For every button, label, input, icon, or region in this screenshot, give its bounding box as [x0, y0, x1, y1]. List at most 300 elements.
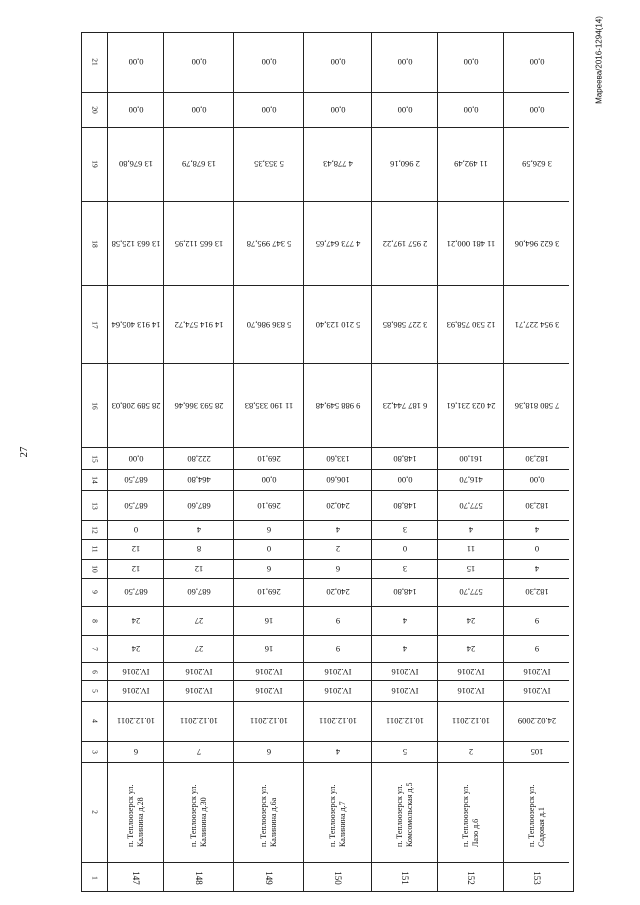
table-cell — [438, 33, 503, 92]
cell-value: IV.2016 — [523, 666, 550, 677]
table-cell — [108, 33, 163, 92]
cell-value: 240,20 — [325, 500, 350, 511]
header-cell — [82, 701, 107, 740]
table-cell — [372, 862, 437, 893]
table-cell — [108, 559, 163, 579]
cell-value: 12 — [131, 544, 140, 555]
cell-value: 687,50 — [123, 500, 148, 511]
column-number: 10 — [90, 565, 99, 573]
table-cell — [372, 92, 437, 127]
row-number: 151 — [399, 871, 410, 885]
table-cell — [234, 635, 303, 662]
table-cell — [234, 201, 303, 285]
cell-value: 0,00 — [397, 104, 412, 115]
table-cell — [304, 447, 371, 469]
cell-value: 3 954 227,71 — [514, 319, 559, 330]
table-cell — [164, 578, 233, 605]
column-number: 6 — [90, 669, 99, 674]
cell-value: 416,70 — [458, 475, 483, 486]
cell-value: 0 — [402, 544, 407, 555]
column-number: 5 — [90, 689, 99, 694]
cell-value: 11 — [466, 544, 475, 555]
cell-value: 577,70 — [458, 587, 483, 598]
cell-value: 5 353,35 — [253, 159, 284, 170]
address-text: п. Теплоозерск ул. Калинина д.30 — [188, 784, 208, 848]
header-cell — [82, 363, 107, 447]
cell-value: 2 957 197,22 — [382, 238, 427, 249]
cell-value: 16 — [264, 644, 273, 655]
cell-value: 11 481 000,21 — [446, 238, 495, 249]
cell-value: 10.12.2011 — [179, 716, 218, 727]
table-cell — [234, 578, 303, 605]
cell-value: IV.2016 — [122, 686, 149, 697]
table-cell — [372, 520, 437, 540]
row-number: 150 — [332, 871, 343, 885]
table-cell — [304, 363, 371, 447]
cell-value: 7 — [196, 746, 201, 757]
column-number: 17 — [90, 320, 99, 329]
cell-value: 0,00 — [128, 57, 143, 68]
cell-value: 5 — [402, 746, 407, 757]
cell-value: 4 — [402, 644, 407, 655]
table-cell — [164, 762, 233, 862]
cell-value: 15 — [466, 564, 475, 575]
table-cell — [164, 469, 233, 491]
cell-value: 148,80 — [392, 587, 417, 598]
cell-value: 687,60 — [186, 500, 211, 511]
table-cell — [234, 741, 303, 763]
cell-value: 4 — [534, 524, 539, 535]
table-cell — [504, 662, 569, 680]
table-cell — [372, 201, 437, 285]
table-cell — [372, 490, 437, 519]
cell-value: 687,60 — [186, 587, 211, 598]
cell-value: 148,80 — [392, 453, 417, 464]
table-cell — [234, 447, 303, 469]
row-number: 149 — [263, 871, 274, 885]
table-row — [437, 33, 503, 891]
header-cell — [82, 762, 107, 862]
table-cell — [234, 33, 303, 92]
table-cell — [164, 559, 233, 579]
address-text: п. Теплоозерск ул. Калинина д.28 — [125, 784, 145, 848]
table-cell — [108, 741, 163, 763]
table-cell — [372, 741, 437, 763]
cell-value: 12 530 758,93 — [446, 319, 495, 330]
header-cell — [82, 680, 107, 702]
table-cell — [164, 127, 233, 201]
cell-value: 6 — [266, 524, 271, 535]
table-cell — [504, 606, 569, 635]
cell-value: 4 — [534, 564, 539, 575]
cell-value: IV.2016 — [457, 666, 484, 677]
cell-value: 0 — [534, 544, 539, 555]
table-cell — [164, 606, 233, 635]
cell-value: 24 023 231,61 — [446, 400, 495, 411]
cell-value: 105 — [530, 746, 543, 757]
table-cell — [234, 680, 303, 702]
table-cell — [164, 635, 233, 662]
column-number: 15 — [90, 454, 99, 463]
cell-value: 13 678,79 — [181, 159, 216, 170]
table-row — [163, 33, 233, 891]
cell-value: IV.2016 — [391, 666, 418, 677]
cell-value: 24.02.2009 — [517, 716, 556, 727]
header-cell — [82, 635, 107, 662]
header-cell — [82, 520, 107, 540]
cell-value: 577,70 — [458, 500, 483, 511]
cell-value: 0,00 — [529, 57, 544, 68]
cell-value: 0,00 — [529, 475, 544, 486]
cell-value: IV.2016 — [185, 686, 212, 697]
table-cell — [164, 701, 233, 740]
cell-value: 4 778,43 — [322, 159, 353, 170]
cell-value: 2 — [335, 544, 340, 555]
table-cell — [372, 701, 437, 740]
table-cell — [504, 92, 569, 127]
table-cell — [304, 862, 371, 893]
header-cell — [82, 469, 107, 491]
header-cell — [82, 447, 107, 469]
table-cell — [438, 741, 503, 763]
cell-value: 10.12.2011 — [451, 716, 490, 727]
cell-value: 24 — [466, 644, 475, 655]
cell-value: 9 — [335, 615, 340, 626]
table-cell — [504, 762, 569, 862]
cell-value: 10.12.2011 — [249, 716, 288, 727]
table-cell — [108, 762, 163, 862]
cell-value: 4 — [468, 524, 473, 535]
header-cell — [82, 33, 107, 92]
cell-value: 269,10 — [256, 500, 281, 511]
table-row — [503, 33, 569, 891]
table-cell — [438, 447, 503, 469]
column-number: 11 — [90, 545, 99, 554]
cell-value: 240,20 — [325, 587, 350, 598]
cell-value: 161,00 — [458, 453, 483, 464]
cell-value: 0,00 — [191, 57, 206, 68]
table-cell — [438, 662, 503, 680]
table-cell — [504, 741, 569, 763]
table-cell — [504, 127, 569, 201]
cell-value: 9 988 549,48 — [315, 400, 360, 411]
cell-value: 10.12.2011 — [116, 716, 155, 727]
table-cell — [372, 539, 437, 559]
table-cell — [234, 469, 303, 491]
table-cell — [234, 539, 303, 559]
cell-value: 269,10 — [256, 587, 281, 598]
table-cell — [504, 363, 569, 447]
column-number: 20 — [90, 105, 99, 114]
cell-value: IV.2016 — [457, 686, 484, 697]
cell-value: IV.2016 — [255, 666, 282, 677]
table-cell — [234, 92, 303, 127]
table-cell — [438, 363, 503, 447]
column-number: 18 — [90, 239, 99, 248]
cell-value: 3 227 586,85 — [382, 319, 427, 330]
cell-value: 28 593 366,46 — [174, 400, 223, 411]
column-number: 3 — [90, 749, 99, 754]
cell-value: 2 960,16 — [389, 159, 420, 170]
cell-value: 4 — [402, 615, 407, 626]
table-cell — [372, 285, 437, 363]
cell-value: 687,50 — [123, 587, 148, 598]
header-cell — [82, 662, 107, 680]
cell-value: 0 — [266, 544, 271, 555]
table-cell — [372, 559, 437, 579]
table-cell — [304, 469, 371, 491]
table-cell — [164, 363, 233, 447]
cell-value: 28 589 208,03 — [111, 400, 160, 411]
cell-value: IV.2016 — [523, 686, 550, 697]
cell-value: 222,80 — [186, 453, 211, 464]
table-cell — [108, 606, 163, 635]
table-cell — [438, 539, 503, 559]
header-cell — [82, 127, 107, 201]
cell-value: 7 580 818,36 — [514, 400, 559, 411]
cell-value: 8 — [196, 544, 201, 555]
cell-value: IV.2016 — [255, 686, 282, 697]
table-cell — [304, 662, 371, 680]
cell-value: 11 492,49 — [453, 159, 488, 170]
table-cell — [164, 447, 233, 469]
row-number: 153 — [531, 871, 542, 885]
table-cell — [164, 520, 233, 540]
table-cell — [504, 539, 569, 559]
table-cell — [372, 578, 437, 605]
cell-value: 0,00 — [191, 104, 206, 115]
table-cell — [108, 662, 163, 680]
cell-value: 182,30 — [524, 500, 549, 511]
table-cell — [108, 539, 163, 559]
cell-value: 13 665 112,95 — [174, 238, 223, 249]
table-cell — [234, 520, 303, 540]
cell-value: 3 — [402, 524, 407, 535]
header-cell — [82, 606, 107, 635]
table-cell — [108, 635, 163, 662]
table-cell — [164, 741, 233, 763]
table-cell — [504, 447, 569, 469]
header-cell — [82, 862, 107, 893]
column-number: 19 — [90, 160, 99, 169]
cell-value: 0,00 — [261, 475, 276, 486]
cell-value: 24 — [131, 615, 140, 626]
table-cell — [234, 490, 303, 519]
cell-value: 12 — [194, 564, 203, 575]
cell-value: IV.2016 — [324, 686, 351, 697]
table-cell — [304, 127, 371, 201]
cell-value: 0,00 — [330, 57, 345, 68]
cell-value: 16 — [264, 615, 273, 626]
cell-value: 0,00 — [128, 453, 143, 464]
cell-value: 0,00 — [463, 57, 478, 68]
column-number: 8 — [90, 618, 99, 623]
table-row — [303, 33, 371, 891]
table-cell — [108, 363, 163, 447]
cell-value: 13 676,80 — [118, 159, 153, 170]
table-cell — [304, 92, 371, 127]
table-cell — [304, 33, 371, 92]
table-cell — [304, 635, 371, 662]
cell-value: 0,00 — [261, 57, 276, 68]
cell-value: 6 — [266, 564, 271, 575]
cell-value: 687,50 — [123, 475, 148, 486]
address-text: п. Теплоозерск ул. Лазо д.6 — [460, 784, 480, 848]
header-cell — [82, 539, 107, 559]
cell-value: 12 — [131, 564, 140, 575]
table-cell — [234, 701, 303, 740]
column-number: 9 — [90, 590, 99, 595]
header-cell — [82, 285, 107, 363]
table-row — [233, 33, 303, 891]
table-cell — [372, 762, 437, 862]
table-cell — [304, 578, 371, 605]
cell-value: 4 — [335, 524, 340, 535]
table-cell — [372, 469, 437, 491]
table-cell — [108, 285, 163, 363]
table-cell — [108, 578, 163, 605]
cell-value: 27 — [194, 644, 203, 655]
table-cell — [504, 490, 569, 519]
table-cell — [438, 762, 503, 862]
column-number: 12 — [90, 526, 99, 534]
cell-value: 0,00 — [529, 104, 544, 115]
table-cell — [504, 680, 569, 702]
table-cell — [438, 127, 503, 201]
cell-value: 0,00 — [128, 104, 143, 115]
table-cell — [504, 578, 569, 605]
table-cell — [504, 520, 569, 540]
page-number: 27 — [18, 446, 30, 458]
table-cell — [504, 635, 569, 662]
cell-value: 5 347 995,78 — [246, 238, 291, 249]
column-number: 1 — [90, 875, 99, 880]
table-cell — [164, 662, 233, 680]
table-cell — [304, 606, 371, 635]
table-row — [371, 33, 437, 891]
header-cell — [82, 490, 107, 519]
header-cell — [82, 92, 107, 127]
table-cell — [438, 201, 503, 285]
cell-value: 4 — [196, 524, 201, 535]
cell-value: 14 913 405,64 — [111, 319, 160, 330]
table-cell — [372, 635, 437, 662]
cell-value: 24 — [131, 644, 140, 655]
table-cell — [438, 606, 503, 635]
column-number: 21 — [90, 58, 99, 67]
table-cell — [438, 285, 503, 363]
table-cell — [234, 285, 303, 363]
cell-value: 269,10 — [256, 453, 281, 464]
cell-value: 9 — [534, 644, 539, 655]
cell-value: 3 — [402, 564, 407, 575]
table-cell — [234, 606, 303, 635]
data-table — [81, 32, 574, 892]
table-cell — [438, 701, 503, 740]
cell-value: 10.12.2011 — [318, 716, 357, 727]
table-cell — [504, 33, 569, 92]
table-cell — [438, 680, 503, 702]
table-cell — [438, 92, 503, 127]
header-column — [82, 33, 107, 891]
table-cell — [304, 559, 371, 579]
cell-value: 182,30 — [524, 587, 549, 598]
table-cell — [438, 469, 503, 491]
column-number: 4 — [90, 719, 99, 724]
table-cell — [304, 701, 371, 740]
table-cell — [108, 680, 163, 702]
table-cell — [164, 490, 233, 519]
table-cell — [372, 363, 437, 447]
cell-value: 14 914 574,72 — [174, 319, 223, 330]
table-cell — [164, 201, 233, 285]
table-cell — [108, 447, 163, 469]
table-cell — [234, 862, 303, 893]
column-number: 14 — [90, 476, 99, 484]
table-cell — [372, 680, 437, 702]
cell-value: 13 663 125,58 — [111, 238, 160, 249]
cell-value: 27 — [194, 615, 203, 626]
address-text: п. Теплоозерск ул. Садовая д.1 — [526, 784, 546, 848]
table-cell — [438, 862, 503, 893]
column-number: 7 — [90, 647, 99, 652]
cell-value: IV.2016 — [391, 686, 418, 697]
cell-value: 0,00 — [397, 475, 412, 486]
table-cell — [304, 680, 371, 702]
table-cell — [304, 520, 371, 540]
table-cell — [108, 701, 163, 740]
cell-value: 148,80 — [392, 500, 417, 511]
cell-value: 3 622 964,06 — [514, 238, 559, 249]
cell-value: 4 — [335, 746, 340, 757]
table-cell — [108, 92, 163, 127]
cell-value: 3 626,59 — [521, 159, 552, 170]
cell-value: 6 187 744,23 — [382, 400, 427, 411]
table-cell — [438, 635, 503, 662]
table-cell — [372, 447, 437, 469]
cell-value: 182,30 — [524, 453, 549, 464]
document-code: Mареева/2016-1294(14) — [594, 16, 604, 104]
cell-value: 464,80 — [186, 475, 211, 486]
cell-value: 0 — [133, 524, 138, 535]
cell-value: 5 836 986,70 — [246, 319, 291, 330]
address-text: п. Теплоозерск ул. Комсомольская д.5 — [394, 782, 414, 848]
table-cell — [372, 662, 437, 680]
table-cell — [504, 862, 569, 893]
cell-value: 106,60 — [325, 475, 350, 486]
table-cell — [438, 559, 503, 579]
cell-value: 6 — [335, 564, 340, 575]
table-cell — [234, 662, 303, 680]
table-cell — [164, 680, 233, 702]
header-cell — [82, 741, 107, 763]
cell-value: 2 — [468, 746, 473, 757]
cell-value: 10.12.2011 — [385, 716, 424, 727]
cell-value: 0,00 — [463, 104, 478, 115]
table-cell — [164, 92, 233, 127]
cell-value: 11 190 335,83 — [244, 400, 293, 411]
table-cell — [108, 520, 163, 540]
table-cell — [234, 363, 303, 447]
table-cell — [372, 33, 437, 92]
row-number: 152 — [465, 871, 476, 885]
table-cell — [438, 490, 503, 519]
cell-value: 6 — [266, 746, 271, 757]
table-cell — [504, 201, 569, 285]
row-number: 148 — [193, 871, 204, 885]
table-cell — [108, 127, 163, 201]
table-cell — [372, 606, 437, 635]
